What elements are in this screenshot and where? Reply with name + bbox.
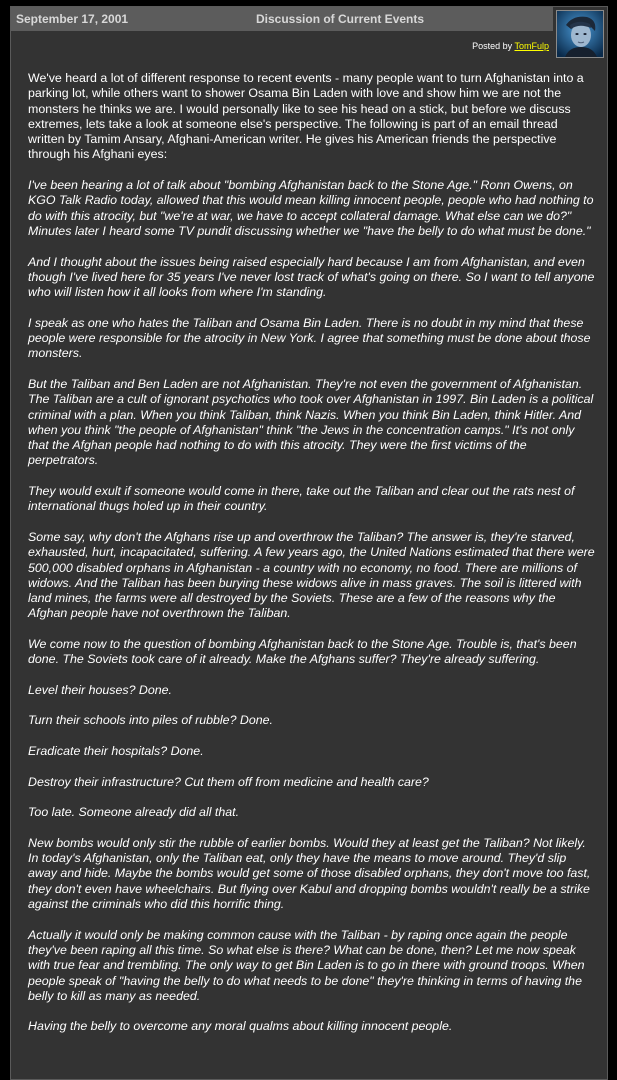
intro-paragraph: We've heard a lot of different response to recent events - many people want to turn Afghanistan into a parking lot, while others want to shower Osama Bin Laden with love and show him we are not the monsters he thinks we are. I would personally like to see his head on a stick, but before we discuss extremes, lets take a look at someone else's perspective. The following is part of an email thread written by Tamim Ansary, Afghani-American writer. He gives his American friends the perspective through his Afghani eyes: [28, 71, 584, 162]
avatar-portrait-icon [557, 11, 603, 57]
quote-paragraph: Level their houses? Done. [28, 682, 172, 697]
author-avatar[interactable] [556, 10, 604, 58]
quote-paragraph: But the Taliban and Ben Laden are not Afghanistan. They're not even the government of Afghanistan. The Taliban are a cult of ignorant psychotics who took over Afghanistan in 1997. Bin Laden is a political criminal with a plan. When you think Taliban, think Nazis. When you think Bin Laden, think Hitler. And when you think "the people of Afghanistan" think "the Jews in the concentration camps." It's not only that the Afghan people had nothing to do with this atrocity. They were the first victims of the perpetrators. [28, 376, 594, 468]
quote-paragraph: Destroy their infrastructure? Cut them off from medicine and health care? [28, 774, 429, 789]
post-date: September 17, 2001 [16, 12, 129, 26]
posted-by-label: Posted by [472, 41, 513, 51]
quote-paragraph: Eradicate their hospitals? Done. [28, 744, 204, 759]
quote-paragraph: Having the belly to overcome any moral qualms about killing innocent people. [28, 1019, 453, 1034]
quote-paragraph: Actually it would only be making common cause with the Taliban - by raping once again the people they've been raping all this time. So what else is there? What can be done, then? Let me now speak with true fear and trembling. The only way to get Bin Laden is to go in there with ground troops. When people speak of "having the belly to do what needs to be done" they're thinking in terms of having the belly to kill as many as needed. [28, 927, 585, 1003]
quote-paragraph: Turn their schools into piles of rubble? Done. [28, 713, 273, 728]
quote-paragraph: They would exult if someone would come in there, take out the Taliban and clear out the rats nest of international thugs holed up in their country. [28, 484, 575, 514]
quote-paragraph: New bombs would only stir the rubble of earlier bombs. Would they at least get the Taliban? Not likely. In today's Afghanistan, only the Taliban eat, only they have the means to move around. They'd slip away and hide. Maybe the bombs would get some of those disabled orphans, they don't move too fast, they don't even have wheelchairs. But flying over Kabul and dropping bombs wouldn't really be a strike against the criminals who did this horrific thing. [28, 835, 591, 912]
author-link[interactable]: TomFulp [514, 41, 549, 51]
post-title: Discussion of Current Events [256, 12, 425, 26]
quote-paragraph: Some say, why don't the Afghans rise up and overthrow the Taliban? The answer is, they're starved, exhausted, hurt, incapacitated, suffering. A few years ago, the United Nations estimated that there were 500,000 disabled orphans in Afghanistan - a country with no economy, no food. There are millions of widows. And the Taliban has been burying these widows alive in mass graves. The soil is littered with land mines, the farms were all destroyed by the Soviets. These are a few of the reasons why the Afghan people have not overthrown the Taliban. [28, 529, 595, 621]
posted-by-line [472, 41, 549, 51]
news-post-panel [10, 6, 608, 1080]
post-body [28, 71, 596, 1050]
post-header-bar [11, 7, 553, 31]
quote-paragraph: Too late. Someone already did all that. [28, 805, 240, 820]
quote-paragraph: And I thought about the issues being raised especially hard because I am from Afghanistan, and even though I've lived here for 35 years I've never lost track of what's going on there. So I want to tell anyone who will listen how it all looks from where I'm standing. [28, 254, 595, 300]
quote-paragraph: We come now to the question of bombing Afghanistan back to the Stone Age. Trouble is, that's been done. The Soviets took care of it already. Make the Afghans suffer? They're already suffering. [28, 636, 577, 667]
quote-paragraph: I've been hearing a lot of talk about "bombing Afghanistan back to the Stone Age." Ronn Owens, on KGO Talk Radio today, allowed that this would mean killing innocent people, people who had nothing to do with this atrocity, but "we're at war, we have to accept collateral damage. What else can we do?" Minutes later I heard some TV pundit discussing whether we "have the belly to do what must be done." [28, 178, 594, 238]
quote-paragraph: I speak as one who hates the Taliban and Osama Bin Laden. There is no doubt in my mind that these people were responsible for the atrocity in New York. I agree that something must be done about those monsters. [28, 315, 591, 361]
